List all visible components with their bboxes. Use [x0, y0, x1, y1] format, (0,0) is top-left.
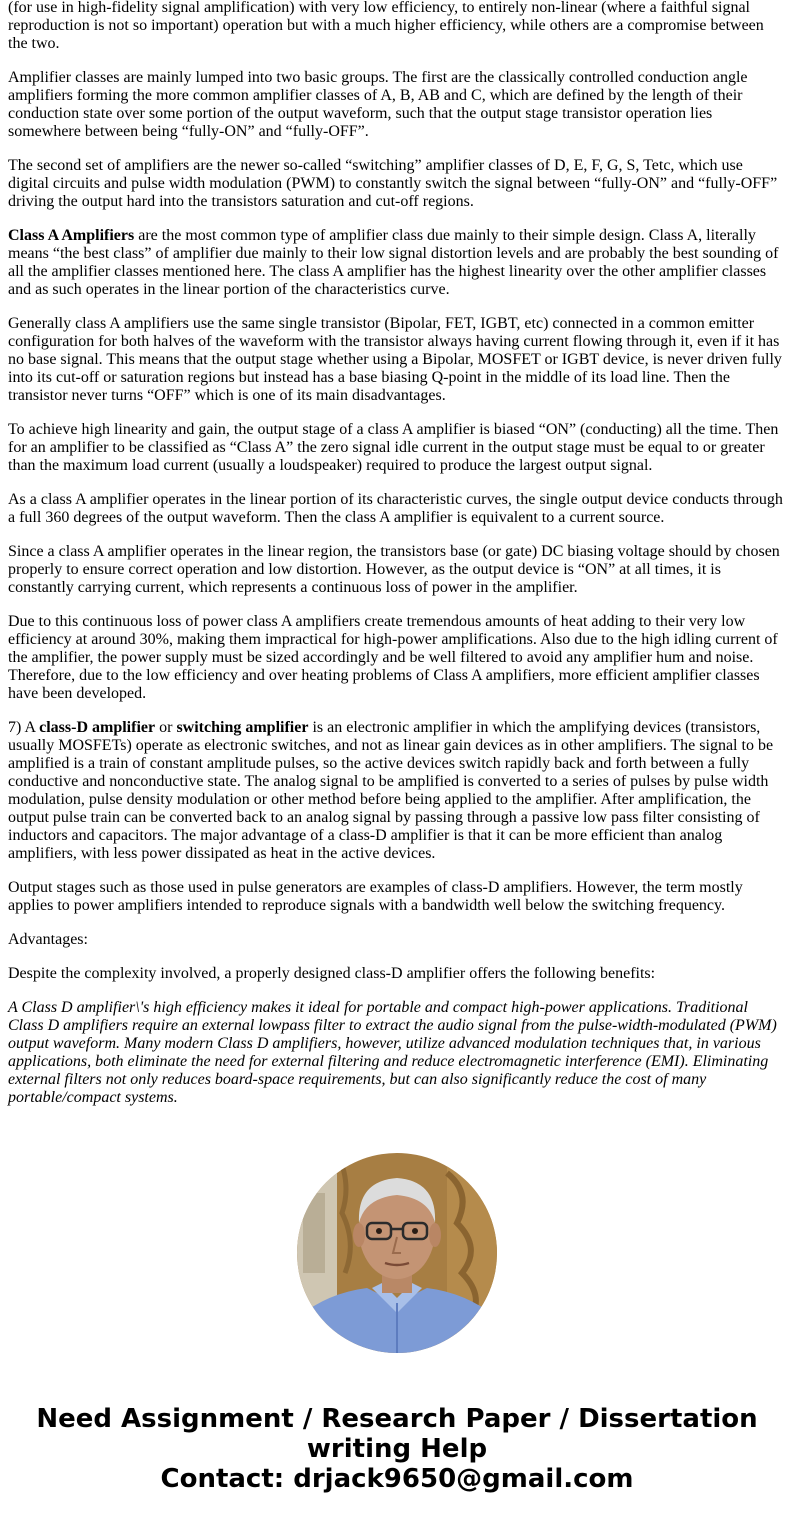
- author-avatar: [297, 1153, 497, 1353]
- promo-line-1: Need Assignment / Research Paper / Dissertation: [36, 1404, 758, 1434]
- paragraph-class-a-conduction: As a class A amplifier operates in the linear portion of its characteristic curves, the single output device conducts through a full 360 degrees of the output waveform. Then the class A amplifier is equivalent to a current source.: [8, 491, 783, 526]
- class-d-definition-text: is an electronic amplifier in which the amplifying devices (transistors, usually MOSFETs) operate as electronic switches, and not as linear gain devices as in other amplifiers. The signal to be amplified is a train of constant amplitude pulses, so the active devices switch rapidly back and forth between a fully conductive and nonconductive state. The analog signal to be amplified is converted to a series of pulses by pulse width modulation, pulse density modulation or other method before being applied to the amplifier. After amplification, the output pulse train can be converted back to an analog signal by passing through a passive low pass filter consisting of inductors and capacitors. The major advantage of a class-D amplifier is that it can be more efficient than analog amplifiers, with less power dissipated as heat in the active devices.: [8, 719, 774, 862]
- class-d-efficiency-text: A Class D amplifier\'s high efficiency makes it ideal for portable and compact high-power applications. Traditional Class D amplifiers require an external lowpass filter to extract the audio signal from the pulse-width-modulated (PWM) output waveform. Many modern Class D amplifiers, however, utilize advanced modulation techniques that, in various applications, both eliminate the need for external filtering and reduce electromagnetic interference (EMI). Eliminating external filters not only reduces board-space requirements, but can also significantly reduce the cost of many portable/compact systems.: [8, 999, 777, 1106]
- paragraph-switching-classes: The second set of amplifiers are the newer so-called “switching” amplifier classes of D, E, F, G, S, Tetc, which use digital circuits and pulse width modulation (PWM) to constantly switch the signal between “fully-ON” and “fully-OFF” driving the output hard into the transistors saturation and cut-off regions.: [8, 157, 778, 210]
- paragraph-amplifier-groups: Amplifier classes are mainly lumped into two basic groups. The first are the classically controlled conduction angle amplifiers forming the more common amplifier classes of A, B, AB and C, which are defined by the length of their conduction state over some portion of the output waveform, such that the output stage transistor operation lies somewhere between being “fully-ON” and “fully-OFF”.: [8, 69, 748, 140]
- paragraph-class-a-intro: [8, 227, 786, 299]
- paragraph-class-a-efficiency: Due to this continuous loss of power class A amplifiers create tremendous amounts of heat adding to their very low efficiency at around 30%, making them impractical for high-power amplifications. Also due to the high idling current of the amplifier, the power supply must be sized accordingly and be well filtered to avoid any amplifier hum and noise. Therefore, due to the low efficiency and over heating problems of Class A amplifiers, more efficient amplifier classes have been developed.: [8, 613, 778, 702]
- class-d-prefix: 7) A: [8, 719, 40, 736]
- paragraph-class-a-transistor: Generally class A amplifiers use the same single transistor (Bipolar, FET, IGBT, etc) connected in a common emitter configuration for both halves of the waveform with the transistor always having current flowing through it, even if it has no base signal. This means that the output stage whether using a Bipolar, MOSFET or IGBT device, is never driven fully into its cut-off or saturation regions but instead has a base biasing Q-point in the middle of its load line. Then the transistor never turns “OFF” which is one of its main disadvantages.: [8, 315, 782, 404]
- paragraph-advantages-label: Advantages:: [8, 931, 88, 948]
- promo-line-2: writing Help: [306, 1434, 488, 1464]
- switching-amplifier-term: switching amplifier: [176, 719, 309, 736]
- author-portrait-image: [297, 1153, 497, 1353]
- paragraph-benefits-intro: Despite the complexity involved, a properly designed class-D amplifier offers the following benefits:: [8, 965, 656, 982]
- paragraph-class-a-linear-region: Since a class A amplifier operates in the linear region, the transistors base (or gate) DC biasing voltage should by chosen properly to ensure correct operation and low distortion. However, as the output device is “ON” at all times, it is constantly carrying current, which represents a continuous loss of power in the amplifier.: [8, 543, 780, 596]
- class-d-or: or: [155, 719, 177, 736]
- paragraph-class-d-definition: [8, 719, 786, 863]
- paragraph-intro-continued: (for use in high-fidelity signal amplification) with very low efficiency, to entirely non-linear (where a faithful signal reproduction is not so important) operation but with a much higher efficiency, while others are a compromise between the two.: [8, 0, 764, 52]
- class-d-term: class-D amplifier: [39, 719, 156, 736]
- paragraph-class-a-bias: To achieve high linearity and gain, the output stage of a class A amplifier is biased “ON” (conducting) all the time. Then for an amplifier to be classified as “Class A” the zero signal idle current in the output stage must be equal to or greater than the maximum load current (usually a loudspeaker) required to produce the largest output signal.: [8, 421, 779, 474]
- article-body: [8, 0, 786, 1123]
- paragraph-class-d-efficiency: [8, 999, 786, 1107]
- promo-banner: [0, 1404, 794, 1494]
- paragraph-output-stages: Output stages such as those used in pulse generators are examples of class-D amplifiers. However, the term mostly applies to power amplifiers intended to reproduce signals with a bandwidth well below the switching frequency.: [8, 879, 743, 914]
- class-a-heading: Class A Amplifiers: [8, 227, 135, 244]
- class-a-intro-text: are the most common type of amplifier class due mainly to their simple design. Class A, literally means “the best class” of amplifier due mainly to their low signal distortion levels and are probably the best sounding of all the amplifier classes mentioned here. The class A amplifier has the highest linearity over the other amplifier classes and as such operates in the linear portion of the characteristics curve.: [8, 227, 779, 298]
- promo-contact-line: Contact: drjack9650@gmail.com: [160, 1464, 634, 1494]
